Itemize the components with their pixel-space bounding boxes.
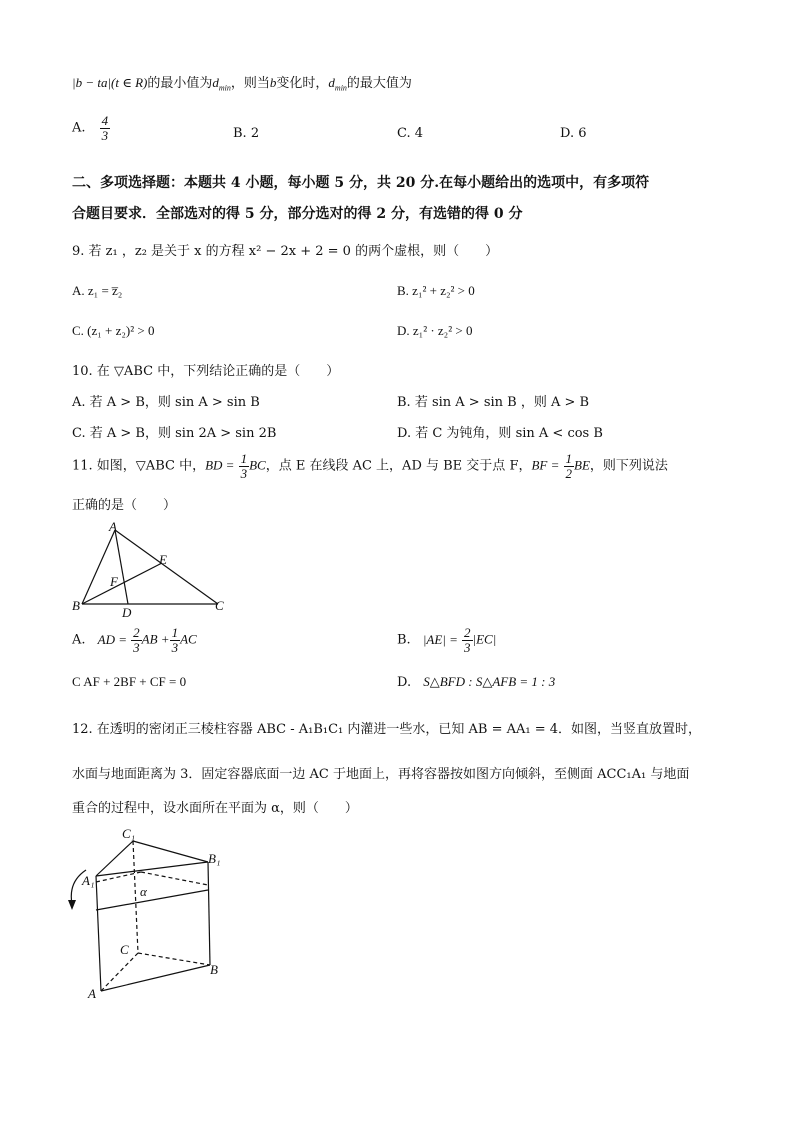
q8-stem-tail (72, 72, 412, 93)
q8-dmin-2: $d_{min}$ (328, 75, 347, 93)
q9-option-d[interactable]: D. z₁² · z₂² > 0 (397, 323, 473, 338)
q9-option-b[interactable]: B. z₁² + z₂² > 0 (397, 283, 475, 298)
q8-text-1: 的最小值为 (147, 76, 213, 91)
q11-stem: 11. 如图，▽ABC 中，BD = $\frac{1}{3}$ BC，点 E 在线段 AC 上，AD 与 BE 交于点 F，BF = $\frac{1}{2}$ BE，则下列说法 (72, 451, 668, 481)
q9-option-a[interactable]: A. z₁ = z̅₂ (72, 283, 123, 298)
q9-option-c[interactable]: C. (z₁ + z₂)² > 0 (72, 323, 155, 338)
label-c: C (120, 942, 129, 957)
q11-option-b[interactable]: B. |AE| = $\frac{2}{3}$ |EC| (397, 625, 497, 655)
label-b1: B₁ (208, 851, 221, 866)
vertex-label-f: F (110, 574, 118, 589)
label-a: A (88, 986, 96, 1001)
edge-ac (115, 530, 218, 604)
q11-triangle-figure (70, 518, 235, 622)
edge-bb1 (208, 862, 210, 965)
label-alpha: α (140, 884, 147, 899)
edge-ac (101, 953, 138, 991)
label-c1: C₁ (122, 826, 136, 841)
q9-stem: 9. 若 z₁ ，z₂ 是关于 x 的方程 x² − 2x + 2 = 0 的两个虚根，则（ ） (72, 244, 499, 259)
q8-option-a[interactable] (72, 114, 110, 142)
q11-option-d[interactable]: D. S△BFD : S△AFB = 1 : 3 (397, 674, 556, 690)
vertex-label-b: B (72, 598, 80, 613)
q8-option-a-fraction: $\frac{4}{3}$ (101, 113, 109, 143)
edge-aa1 (96, 876, 101, 991)
edge-cb (138, 953, 210, 965)
vertex-label-a: A (109, 519, 117, 534)
vertex-label-e: E (159, 552, 167, 567)
edge-a1b1 (96, 862, 208, 876)
q10-option-c[interactable]: C. 若 A > B，则 sin 2A > sin 2B (72, 426, 277, 441)
q8-text-3: 变化时， (276, 76, 329, 91)
q8-expression: |b − ta|(t ∈ R) (72, 75, 148, 90)
edge-ab (101, 965, 210, 991)
q12-stem-line-2: 水面与地面距离为 3．固定容器底面一边 AC 于地面上，再将容器按如图方向倾斜，至侧面 ACC₁A₁ 与地面 (72, 767, 690, 782)
edge-a1c1 (96, 841, 133, 876)
section-heading-line-1: 二、多项选择题：本题共 4 小题，每小题 5 分，共 20 分.在每小题给出的选项中，有多项符 (72, 175, 650, 191)
q12-prism-figure (58, 822, 233, 1002)
option-label: A. (72, 120, 86, 136)
arrow-head-icon (68, 900, 76, 910)
q12-stem-line-1: 12. 在透明的密闭正三棱柱容器 ABC - A₁B₁C₁ 内灌进一些水，已知 AB = AA₁ = 4．如图，当竖直放置时， (72, 722, 702, 737)
q10-option-d[interactable]: D. 若 C 为钝角，则 sin A < cos B (397, 426, 603, 441)
q8-text-2: ，则当 (230, 76, 270, 91)
vertex-label-d: D (122, 605, 132, 620)
q8-text-4: 的最大值为 (346, 76, 412, 91)
q10-option-b[interactable]: B. 若 sin A > sin B ，则 A > B (397, 395, 590, 410)
edge-ab (82, 530, 115, 604)
section-heading-line-2: 合题目要求．全部选对的得 5 分，部分选对的得 2 分，有选错的得 0 分 (72, 206, 523, 222)
segment-ad (115, 530, 128, 604)
q11-option-a[interactable]: A. AD = $\frac{2}{3}$ AB + $\frac{1}{3}$ AC (72, 625, 197, 655)
q10-stem: 10. 在 ▽ABC 中，下列结论正确的是（ ） (72, 364, 340, 379)
q11-option-c[interactable]: C AF + 2BF + CF = 0 (72, 674, 187, 689)
edge-cc1 (133, 841, 138, 953)
water-edge-2 (141, 872, 208, 885)
label-b: B (210, 962, 218, 977)
q12-stem-line-3: 重合的过程中，设水面所在平面为 α，则（ ） (72, 801, 358, 816)
q8-option-d[interactable]: D. 6 (560, 126, 587, 141)
q10-option-a[interactable]: A. 若 A > B，则 sin A > sin B (72, 395, 260, 410)
label-a1: A₁ (82, 873, 95, 888)
water-edge-3 (96, 890, 208, 910)
q8-option-b[interactable]: B. 2 (233, 126, 260, 141)
vertex-label-c: C (215, 598, 224, 613)
q11-stem-line-2: 正确的是（ ） (72, 498, 177, 513)
q8-dmin: $d_{min}$ (212, 75, 231, 93)
q8-b: b (269, 75, 277, 90)
edge-c1b1 (133, 841, 208, 862)
q8-option-c[interactable]: C. 4 (397, 126, 424, 141)
